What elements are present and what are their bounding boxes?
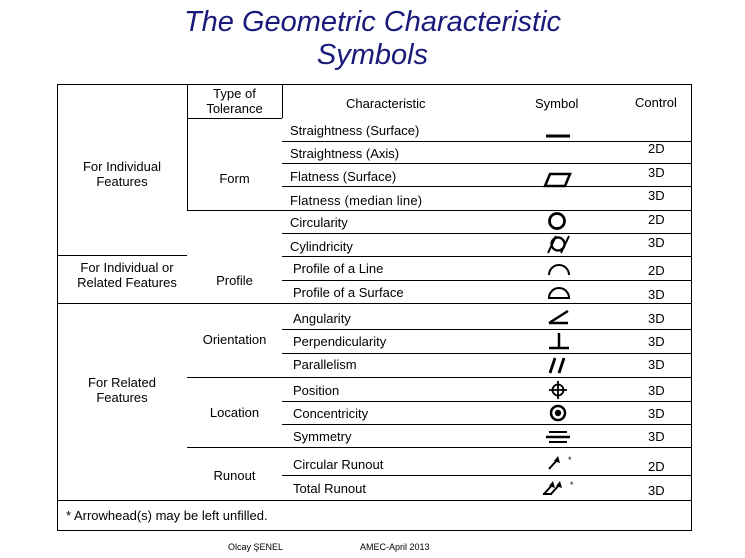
row-sep	[282, 233, 692, 234]
cylindricity-icon	[544, 233, 574, 255]
position-icon	[546, 379, 570, 401]
header-symbol: Symbol	[535, 96, 579, 111]
row-sep	[282, 377, 692, 378]
circularity-icon	[545, 210, 569, 232]
type-orientation: Orientation	[202, 332, 267, 347]
row-sep	[282, 280, 692, 281]
concentricity-icon	[546, 402, 570, 424]
perpendicularity-icon	[544, 330, 574, 352]
group-individual: For Individual Features	[82, 159, 162, 189]
char-position: Position	[293, 383, 340, 398]
divider-col-char-header	[282, 84, 283, 118]
flatness-icon	[540, 170, 574, 190]
title-line-1: The Geometric Characteristic	[183, 6, 562, 38]
type-divider-profile	[187, 303, 282, 304]
profile-line-icon	[544, 260, 574, 278]
control-profile-line: 2D	[648, 263, 665, 278]
row-sep	[282, 475, 692, 476]
control-flatness-median: 3D	[648, 188, 665, 203]
type-divider-location	[187, 447, 282, 448]
control-symmetry: 3D	[648, 429, 665, 444]
char-straightness-axis: Straightness (Axis)	[290, 146, 400, 161]
row-sep	[282, 256, 692, 257]
total-runout-icon	[540, 477, 580, 499]
header-characteristic: Characteristic	[346, 96, 426, 111]
row-sep	[282, 401, 692, 402]
row-sep	[282, 163, 692, 164]
control-profile-surface: 3D	[648, 287, 665, 302]
row-sep	[282, 303, 692, 304]
control-flatness-surface: 3D	[648, 165, 665, 180]
header-type-of-tolerance: Type of Tolerance	[206, 86, 263, 116]
group-divider-1	[57, 255, 187, 256]
table-bottom-divider	[57, 500, 692, 501]
char-straightness-surface: Straightness (Surface)	[290, 123, 420, 138]
svg-text:*: *	[570, 480, 574, 490]
header-control: Control	[635, 95, 677, 110]
svg-text:*: *	[568, 455, 572, 465]
title-line-2: Symbols	[316, 39, 429, 71]
char-cylindricity: Cylindricity	[290, 239, 353, 254]
control-angularity: 3D	[648, 311, 665, 326]
row-sep	[282, 141, 692, 142]
page-title	[0, 6, 745, 72]
straightness-icon	[540, 126, 574, 146]
circular-runout-icon	[544, 452, 578, 474]
char-profile-surface: Profile of a Surface	[293, 285, 404, 300]
type-form: Form	[219, 171, 250, 186]
char-flatness-median-line: Flatness (median line)	[290, 193, 423, 208]
control-cylindricity: 3D	[648, 235, 665, 250]
control-circularity: 2D	[648, 212, 665, 227]
control-perpendicularity: 3D	[648, 334, 665, 349]
type-runout: Runout	[213, 468, 256, 483]
row-sep	[282, 186, 692, 187]
type-profile: Profile	[216, 273, 253, 288]
char-concentricity: Concentricity	[293, 406, 369, 421]
type-divider-form	[187, 210, 282, 211]
row-sep	[282, 329, 692, 330]
char-parallelism: Parallelism	[293, 357, 357, 372]
control-parallelism: 3D	[648, 357, 665, 372]
footer-event: AMEC-April 2013	[360, 542, 430, 552]
symmetry-icon	[544, 426, 572, 446]
char-flatness-surface: Flatness (Surface)	[290, 169, 397, 184]
angularity-icon	[544, 306, 574, 328]
parallelism-icon	[544, 354, 574, 376]
type-divider-orientation	[187, 377, 282, 378]
group-divider-2	[57, 303, 187, 304]
control-total-runout: 3D	[648, 483, 665, 498]
row-sep	[282, 447, 692, 448]
profile-surface-icon	[544, 282, 574, 302]
char-circular-runout: Circular Runout	[293, 457, 384, 472]
char-perpendicularity: Perpendicularity	[293, 334, 387, 349]
char-total-runout: Total Runout	[293, 481, 366, 496]
char-profile-line: Profile of a Line	[293, 261, 384, 276]
char-circularity: Circularity	[290, 215, 348, 230]
header-divider	[187, 118, 282, 119]
control-concentricity: 3D	[648, 406, 665, 421]
control-straightness: 2D	[648, 141, 665, 156]
type-location: Location	[209, 405, 260, 420]
control-position: 3D	[648, 383, 665, 398]
control-circular-runout: 2D	[648, 459, 665, 474]
char-angularity: Angularity	[293, 311, 351, 326]
group-related: For Related Features	[88, 375, 156, 405]
row-sep	[282, 210, 692, 211]
char-symmetry: Symmetry	[293, 429, 352, 444]
row-sep	[282, 424, 692, 425]
footer-author: Olcay ŞENEL	[228, 542, 284, 552]
divider-col-type	[187, 118, 188, 210]
group-individual-or-related: For Individual or Related Features	[77, 260, 177, 290]
row-sep	[282, 353, 692, 354]
arrowhead-note: * Arrowhead(s) may be left unfilled.	[66, 508, 268, 523]
